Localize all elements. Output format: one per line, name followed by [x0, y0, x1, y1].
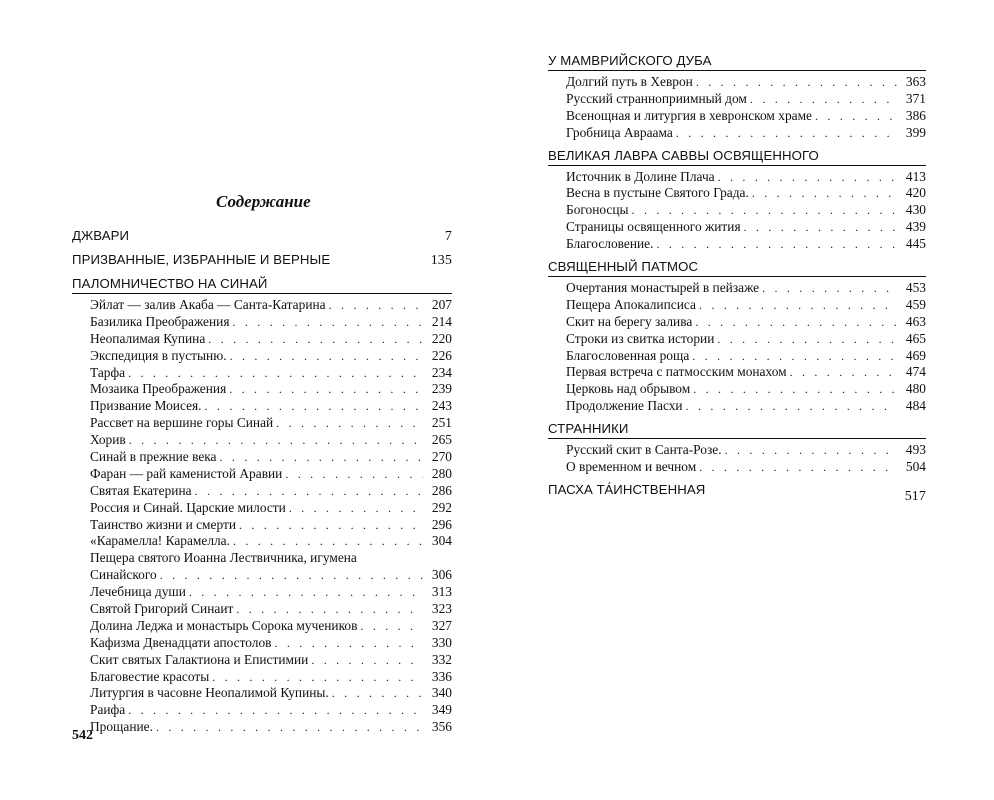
dot-leader	[220, 449, 423, 466]
entry-page: 474	[905, 364, 926, 380]
entry-page: 480	[905, 381, 926, 397]
entry-title: Раифа	[90, 702, 126, 718]
entry-title: О временном и вечном	[566, 459, 697, 475]
dot-leader	[195, 483, 423, 500]
entry-title: Строки из свитка истории	[566, 330, 715, 346]
entry-title: Благословенная роща	[566, 347, 690, 363]
entry-title: Россия и Синай. Царские милости	[90, 499, 286, 515]
entry-title: Эйлат — залив Акаба — Санта-Катарина	[90, 297, 326, 312]
entry-page: 296	[431, 516, 452, 532]
dot-leader	[128, 702, 423, 719]
part-title: СВЯЩЕННЫЙ ПАТМОС	[548, 259, 699, 275]
dot-leader	[699, 297, 897, 314]
toc-entry[interactable]	[90, 685, 452, 702]
entry-page: 469	[905, 347, 926, 363]
dot-leader	[632, 202, 897, 219]
toc-entry[interactable]	[90, 517, 452, 534]
toc-entry[interactable]	[90, 601, 452, 618]
dot-leader	[233, 314, 424, 331]
entry-page: 453	[905, 280, 926, 296]
toc-entry[interactable]	[566, 314, 926, 331]
folio: 542	[72, 728, 93, 743]
dot-leader	[329, 297, 423, 314]
toc-entry[interactable]	[566, 398, 926, 415]
toc-entry[interactable]	[90, 432, 452, 449]
dot-leader	[311, 652, 423, 669]
dot-leader	[205, 398, 423, 415]
entry-page: 226	[431, 347, 452, 363]
entry-title: Первая встреча с патмосским монахом	[566, 364, 787, 380]
toc-entry[interactable]	[90, 533, 452, 550]
entry-title: Богоносцы	[566, 202, 629, 218]
dot-leader	[212, 669, 423, 686]
toc-entry[interactable]	[90, 702, 452, 719]
part-heading[interactable]	[548, 421, 926, 439]
part-entry-list	[566, 280, 926, 415]
toc-entry[interactable]	[90, 314, 452, 331]
entry-page: 286	[431, 482, 452, 498]
entry-title: Мозаика Преображения	[90, 381, 227, 397]
dot-leader	[695, 314, 897, 331]
entry-title: Святой Григорий Синаит	[90, 601, 234, 617]
toc-entry[interactable]	[90, 635, 452, 652]
entry-title: Продолжение Пасхи	[566, 398, 683, 414]
entry-page: 207	[431, 297, 452, 312]
entry-page: 234	[431, 364, 452, 380]
entry-title: Тарфа	[90, 364, 126, 380]
toc-entry[interactable]	[566, 219, 926, 236]
toc-entry[interactable]	[90, 669, 452, 686]
entry-title: Страницы освященного жития	[566, 219, 741, 235]
part-title: ПАЛОМНИЧЕСТВО НА СИНАЙ	[72, 276, 268, 291]
part-heading[interactable]	[548, 259, 926, 277]
dot-leader	[230, 348, 423, 365]
entry-title: Гробница Авраама	[566, 124, 673, 140]
toc-entry[interactable]	[566, 108, 926, 125]
entry-page: 504	[905, 459, 926, 475]
toc-entry[interactable]	[566, 442, 926, 459]
toc-entry[interactable]	[90, 483, 452, 500]
entry-page: 420	[905, 185, 926, 201]
entry-page: 243	[431, 398, 452, 414]
part-entry-list	[566, 442, 926, 476]
part-dzhvari[interactable]	[72, 228, 452, 245]
dot-leader	[686, 398, 897, 415]
toc-entry[interactable]	[90, 449, 452, 466]
entry-title: Призвание Моисея.	[90, 398, 202, 414]
toc-entry[interactable]	[90, 719, 452, 736]
entry-title: Хорив	[90, 432, 126, 448]
entry-title: Таинство жизни и смерти	[90, 516, 236, 532]
dot-leader	[233, 533, 423, 550]
toc-entry[interactable]	[90, 550, 452, 584]
toc-entry[interactable]	[566, 280, 926, 297]
entry-page: 220	[431, 330, 452, 346]
entry-page: 386	[905, 107, 926, 123]
toc-entry[interactable]	[90, 365, 452, 382]
entry-page: 306	[431, 567, 452, 583]
toc-entry[interactable]	[566, 459, 926, 476]
toc-entry[interactable]	[566, 91, 926, 108]
entry-title-line1: Пещера святого Иоанна Лествичника, игумена	[90, 550, 357, 566]
entry-page: 313	[431, 584, 452, 600]
entry-page: 214	[431, 313, 452, 329]
entry-title: Благовестие красоты	[90, 668, 210, 684]
dot-leader	[676, 125, 897, 142]
toc-entry[interactable]	[90, 381, 452, 398]
entry-title: Святая Екатерина	[90, 482, 192, 498]
dot-leader	[229, 381, 423, 398]
entry-page: 292	[431, 499, 452, 515]
part-entry-list	[566, 169, 926, 253]
entry-page: 463	[905, 313, 926, 329]
dot-leader	[332, 685, 423, 702]
entry-title: Церковь над обрывом	[566, 381, 691, 397]
part-title: СТРАННИКИ	[548, 421, 629, 437]
entry-page: 493	[905, 442, 926, 458]
dot-leader	[239, 517, 423, 534]
entry-title: Очертания монастырей в пейзаже	[566, 280, 760, 296]
dot-leader	[208, 331, 423, 348]
part-block	[548, 421, 926, 476]
sinai-entry-list	[90, 297, 452, 736]
entry-title: Источник в Долине Плача	[566, 168, 715, 184]
entry-title: Благословение.	[566, 236, 654, 252]
entry-title: Рассвет на вершине горы Синай	[90, 415, 274, 431]
entry-title: Скит святых Галактиона и Епистимии	[90, 651, 309, 667]
entry-title: Фаран — рай каменистой Аравии	[90, 465, 283, 481]
part-pascha[interactable]	[548, 481, 926, 504]
part-title: ВЕЛИКАЯ ЛАВРА САВВЫ ОСВЯЩЕННОГО	[548, 147, 819, 163]
toc-entry[interactable]	[90, 348, 452, 365]
entry-title: Весна в пустыне Святого Града.	[566, 185, 749, 201]
dot-leader	[815, 108, 897, 125]
entry-title: Русский скит в Санта-Розе.	[566, 442, 722, 458]
part-heading[interactable]	[548, 148, 926, 166]
dot-leader	[762, 280, 897, 297]
entry-title-line2: Синайского	[90, 567, 157, 583]
entry-page: 330	[431, 634, 452, 650]
dot-leader	[693, 381, 897, 398]
entry-page: 363	[905, 74, 926, 89]
dot-leader	[696, 74, 897, 91]
dot-leader	[699, 459, 897, 476]
entry-title: Долина Леджа и монастырь Сорока мучеников	[90, 617, 358, 633]
dot-leader	[275, 635, 424, 652]
entry-title: Литургия в часовне Неопалимой Купины.	[90, 685, 329, 701]
toc-entry[interactable]	[566, 364, 926, 381]
entry-page: 445	[905, 236, 926, 252]
toc-entry[interactable]	[90, 398, 452, 415]
dot-leader	[790, 364, 897, 381]
toc-entry[interactable]	[566, 381, 926, 398]
toc-entry[interactable]	[90, 584, 452, 601]
dot-leader	[692, 348, 897, 365]
entry-page: 340	[431, 685, 452, 701]
dot-leader	[289, 500, 423, 517]
part-page: 135	[430, 253, 452, 268]
dot-leader	[718, 169, 897, 186]
dot-leader	[189, 584, 423, 601]
part-heading[interactable]	[548, 53, 926, 71]
entry-page: 413	[905, 168, 926, 184]
entry-page: 265	[431, 432, 452, 448]
entry-page: 304	[431, 533, 452, 549]
toc-entry[interactable]	[566, 331, 926, 348]
part-page: 7	[444, 229, 452, 244]
part-title: ПАСХА ТА́ИНСТВЕННАЯ	[548, 481, 706, 497]
entry-page: 439	[905, 219, 926, 235]
dot-leader	[160, 567, 423, 584]
entry-title: Всенощная и литургия в хевронском храме	[566, 107, 812, 123]
toc-entry[interactable]	[566, 125, 926, 142]
entry-page: 239	[431, 381, 452, 397]
toc-entry[interactable]	[90, 415, 452, 432]
dot-leader	[360, 618, 423, 635]
entry-title: Кафизма Двенадцати апостолов	[90, 634, 272, 650]
entry-page: 323	[431, 601, 452, 617]
entry-title: Скит на берегу залива	[566, 313, 693, 329]
dot-leader	[129, 432, 423, 449]
dot-leader	[236, 601, 423, 618]
entry-title: Неопалимая Купина	[90, 330, 206, 346]
part-entry-list	[566, 74, 926, 142]
entry-page: 465	[905, 330, 926, 346]
toc-entry[interactable]	[566, 185, 926, 202]
dot-leader	[744, 219, 897, 236]
entry-title: Синай в прежние века	[90, 449, 217, 465]
toc-entry[interactable]	[566, 74, 926, 91]
entry-title: Долгий путь в Хеврон	[566, 74, 693, 89]
entry-title: Базилика Преображения	[90, 313, 230, 329]
entry-page: 356	[431, 719, 452, 735]
entry-page: 459	[905, 296, 926, 312]
dot-leader	[128, 365, 423, 382]
entry-title: Лечебница души	[90, 584, 186, 600]
entry-title: Экспедиция в пустыню.	[90, 347, 227, 363]
entry-page: 336	[431, 668, 452, 684]
entry-page: 371	[905, 90, 926, 106]
entry-page: 280	[431, 465, 452, 481]
part-block	[548, 259, 926, 415]
entry-title: Прощание.	[90, 719, 153, 735]
dot-leader	[725, 442, 897, 459]
part-prizvannye[interactable]	[72, 252, 452, 269]
part-page: 517	[904, 488, 926, 504]
dot-leader	[656, 236, 897, 253]
toc-entry[interactable]	[566, 236, 926, 253]
toc-entry[interactable]	[566, 169, 926, 186]
dot-leader	[717, 331, 897, 348]
dot-leader	[276, 415, 423, 432]
part-title: ДЖВАРИ	[72, 228, 130, 243]
entry-page: 399	[905, 124, 926, 140]
page-title: Содержание	[216, 192, 311, 211]
toc-entry[interactable]	[90, 466, 452, 483]
toc-entry[interactable]	[566, 202, 926, 219]
part-title: ПРИЗВАННЫЕ, ИЗБРАННЫЕ И ВЕРНЫЕ	[72, 252, 331, 267]
dot-leader	[156, 719, 423, 736]
entry-page: 430	[905, 202, 926, 218]
toc-entry[interactable]	[90, 500, 452, 517]
entry-title: Пещера Апокалипсиса	[566, 296, 696, 312]
part-title: У МАМВРИЙСКОГО ДУБА	[548, 53, 712, 68]
dot-leader	[752, 185, 897, 202]
entry-page: 332	[431, 651, 452, 667]
part-sinai[interactable]	[72, 276, 452, 294]
toc-entry[interactable]	[90, 331, 452, 348]
entry-title: «Карамелла! Карамелла.	[90, 533, 230, 549]
toc-entry[interactable]	[566, 297, 926, 314]
toc-entry[interactable]	[90, 652, 452, 669]
toc-entry[interactable]	[566, 348, 926, 365]
dot-leader	[285, 466, 423, 483]
entry-page: 484	[905, 398, 926, 414]
toc-entry[interactable]	[90, 297, 452, 314]
entry-page: 251	[431, 415, 452, 431]
entry-title: Русский странноприимный дом	[566, 90, 747, 106]
toc-entry[interactable]	[90, 618, 452, 635]
part-block	[548, 53, 926, 142]
part-block	[548, 148, 926, 253]
entry-page: 270	[431, 449, 452, 465]
entry-page: 349	[431, 702, 452, 718]
dot-leader	[750, 91, 897, 108]
entry-page: 327	[431, 617, 452, 633]
